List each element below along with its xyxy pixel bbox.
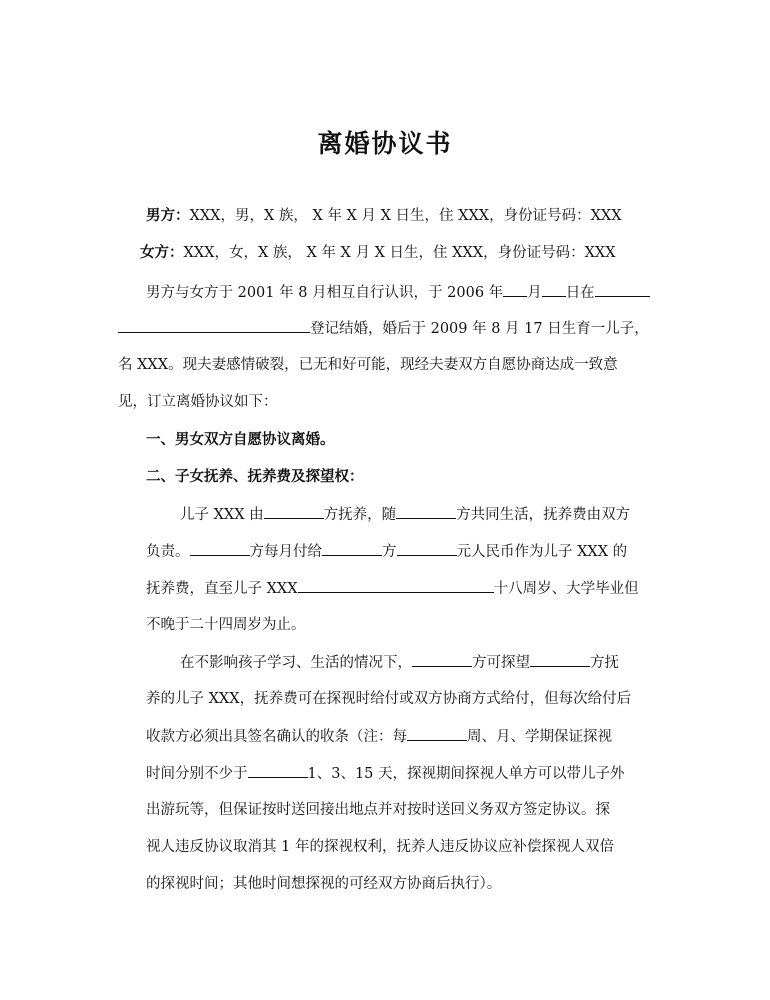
blank-month: [503, 282, 527, 297]
intro-text: 日在: [565, 285, 595, 301]
intro-line-3: 名 XXX。现夫妻感情破裂，已无和好可能，现经夫妻双方自愿协商达成一致意: [118, 357, 618, 373]
blank-day: [542, 282, 566, 297]
blank-place: [595, 282, 650, 297]
intro-text: 男方与女方于 2001 年 8 月相互自行认识，于 2006 年: [146, 285, 504, 301]
blank-field: [264, 504, 324, 519]
blank-field: [530, 652, 590, 667]
para-text: 十八周岁、大学毕业但: [493, 581, 639, 597]
para2-line-2: 养的儿子 XXX，抚养费可在探视时给付或双方协商方式给付，但每次给付后: [146, 691, 632, 707]
blank-field: [298, 578, 494, 593]
para2-line-1: [180, 652, 619, 673]
blank-field: [407, 726, 467, 741]
para-text: 周、月、学期保证探视: [467, 729, 612, 745]
para-text: 元人民币作为儿子 XXX 的: [456, 544, 628, 560]
intro-line-2: [118, 318, 649, 339]
section-1-heading: 一、男女双方自愿协议离婚。: [146, 431, 335, 448]
para1-line-3: [146, 578, 639, 599]
para-text: 抚养费，直至儿子 XXX: [146, 581, 298, 597]
para-text: 收款方必须出具签名确认的收条（注：每: [146, 729, 407, 745]
para-text: 方每月付给: [249, 544, 322, 560]
para2-line-7: 的探视时间；其他时间想探视的可经双方协商后执行）。: [146, 876, 502, 892]
para2-line-6: 视人违反协议取消其 1 年的探视权利，抚养人违反协议应补偿探视人双倍: [146, 839, 614, 855]
intro-text: 登记结婚，婚后于 2009 年 8 月 17 日生育一儿子，: [310, 321, 649, 337]
para2-line-5: 出游玩等，但保证按时送回接出地点并对按时送回义务双方签定协议。探: [146, 802, 610, 818]
blank-field: [412, 652, 472, 667]
intro-line-1: [146, 282, 650, 303]
para-text: 方抚: [590, 655, 619, 671]
para-text: 方: [382, 544, 397, 560]
blank-field: [397, 541, 457, 556]
blank-field: [322, 541, 382, 556]
document-title: 离婚协议书: [317, 129, 453, 158]
blank-field: [248, 763, 308, 778]
intro-text: 月: [527, 285, 542, 301]
section-2-heading: 二、子女抚养、抚养费及探望权：: [146, 468, 364, 485]
para-text: 负责。: [146, 544, 190, 560]
male-details: XXX，男，X 族， X 年 X 月 X 日生，住 XXX，身份证号码：XXX: [189, 208, 622, 224]
para-text: 方共同生活，抚养费由双方: [456, 507, 631, 523]
intro-line-4: 见，订立离婚协议如下：: [118, 394, 278, 410]
para2-line-4: [146, 763, 625, 784]
para1-line-1: [180, 504, 630, 525]
para-text: 方抚养，随: [323, 507, 397, 523]
para-text: 方可探望: [472, 655, 530, 671]
male-label: 男方：: [146, 207, 190, 224]
blank-place-cont: [118, 318, 310, 333]
para-text: 时间分别不少于: [146, 766, 248, 782]
blank-field: [190, 541, 250, 556]
para-text: 1、3、15 天，探视期间探视人单方可以带儿子外: [307, 766, 625, 782]
male-party-line: [146, 206, 622, 226]
female-label: 女方：: [140, 244, 184, 261]
female-details: XXX，女，X 族， X 年 X 月 X 日生，住 XXX，身份证号码：XXX: [183, 245, 616, 261]
para2-line-3: [146, 726, 612, 747]
para1-line-4: 不晚于二十四周岁为止。: [146, 617, 306, 633]
para1-line-2: [146, 541, 627, 562]
blank-field: [396, 504, 456, 519]
para-text: 在不影响孩子学习、生活的情况下，: [180, 655, 412, 671]
para-text: 儿子 XXX 由: [180, 507, 264, 523]
female-party-line: [140, 243, 616, 263]
